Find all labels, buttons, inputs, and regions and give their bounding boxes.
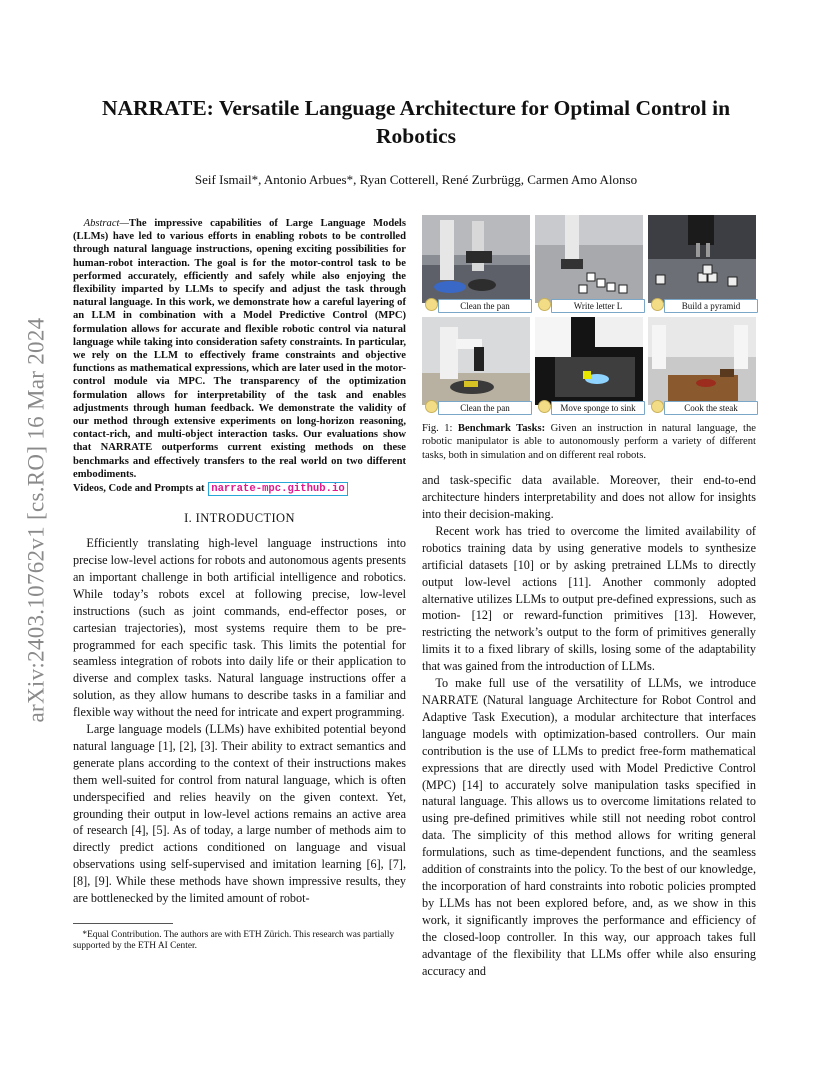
- panel-label: Clean the pan: [438, 299, 532, 313]
- user-avatar-icon: [425, 400, 438, 413]
- arxiv-identifier: arXiv:2403.10762v1 [cs.RO] 16 Mar 2024: [23, 317, 48, 723]
- abstract: [73, 217, 406, 481]
- abstract-text: The impressive capabilities of Large Language Models (LLMs) have led to various efforts in enabling robots to be controlled through natural language instructions, opening exciting possibilities for human-robot interaction. The goal is for the motor-control task to be performed accurately, efficiently and safely while also enjoying the flexibility imparted by LLMs to specify and adjust the task through natural language. In this work, we demonstrate how a careful layering of an LLM in combination with a Model Predictive Control (MPC) formulation allows for accurate and flexible robotic control via natural language while taking into consideration safety constraints. In particular, we rely on the LLM to effectively frame constraints and objective functions as mathematical expressions, which are later used in the motor-control module via MPC. The transparency of the optimization formulation allows for interpretability of the task and enables adjustments through human feedback. We demonstrate the validity of our method through extensive experiments on long-horizon reasoning, contact-rich, and multi-object interaction tasks. Our evaluations show that NARRATE outperforms current existing methods on these benchmarks and effectively transfers to the real world on two different embodiments.: [73, 218, 406, 480]
- right-paragraph-2: To make full use of the versatility of LLMs, we introduce NARRATE (Natural language Architecture for Robot Control and Adaptive Task Execution), a modular architecture that interfaces language models with optimization-based controllers. Our main contribution is the use of LLMs to predict free-form mathematical expressions that are directly used with Model Predictive Control (MPC) [14] to accurately solve manipulation tasks specified in natural language. This allows us to overcome limitations related to using pre-defined primitives while still not needing robot control data. The simplicity of this method allows for writing general formulations, such as time-dependent functions, and the seamless addition of constraints into the policy. To the best of our knowledge, the incorporation of hard constraints into robotic policies prompted by LLMs has not been explored before, and, as we show in this work, it significantly improves the performance and efficiency of the closed-loop controller. In this way, our approach takes full advantage of the flexibility that LLMs offer while also ensuring accuracy and: [422, 676, 756, 978]
- left-column: [73, 217, 406, 952]
- user-avatar-icon: [651, 298, 664, 311]
- abstract-lead: Abstract—: [83, 218, 129, 229]
- figure-panel-photo: [535, 215, 643, 303]
- user-avatar-icon: [538, 400, 551, 413]
- right-column: [422, 215, 756, 979]
- arxiv-sidebar: [16, 260, 56, 780]
- panel-label: Build a pyramid: [664, 299, 758, 313]
- author-list: Seif Ismail*, Antonio Arbues*, Ryan Cotterell, René Zurbrügg, Carmen Amo Alonso: [194, 172, 638, 187]
- figure-panel-photo: [648, 317, 756, 405]
- figure-panel-photo: [422, 215, 530, 303]
- panel-label: Write letter L: [551, 299, 645, 313]
- panel-label: Move sponge to sink: [551, 401, 645, 415]
- right-paragraph-1: Recent work has tried to overcome the limited availability of robotics training data by using generative models to synthesize artificial datasets [10] or by asking pretrained LLMs to directly output low-level actions [11]. Another commonly adopted alternative utilizes LLMs to output pre-defined expressions, such as motion- [12] or reward-function primitives [13]. However, restricting the network’s output to the form of primitives generally limits it to a fixed library of skills, losing some of the adaptability that was gained from the introduction of LLMs.: [422, 523, 756, 674]
- caption-bold: Benchmark Tasks:: [457, 423, 546, 434]
- videos-line: [73, 482, 406, 496]
- user-avatar-icon: [651, 400, 664, 413]
- project-link[interactable]: narrate-mpc.github.io: [211, 483, 345, 496]
- figure-panel-photo: [422, 317, 530, 405]
- intro-paragraph-2: Large language models (LLMs) have exhibited potential beyond natural language [1], [2], [3]. Their ability to extract semantics and generate plans according to the context of their instructions makes them well-suited for control from natural language, which is often underspecified and relies heavily on the given context. Yet, grounding their output in low-level actions remains an active area of research [4], [5]. As of today, a large number of methods aim to directly predict actions conditioned on language and visual observations using self-supervised and imitation learning [6], [7], [8], [9]. While these methods have shown impressive results, they are bottlenecked by the limited amount of robot-: [73, 722, 406, 906]
- footnote: *Equal Contribution. The authors are with ETH Zürich. This research was partially supported by the ETH AI Center.: [73, 930, 395, 952]
- figure-panel-photo: [535, 317, 643, 405]
- figure-caption: Fig. 1: Benchmark Tasks: Given an instruction in natural language, the robotic manipulator is able to autonomously perform a variety of different tasks, both in simulation and on different real robots.: [422, 423, 756, 461]
- right-paragraph-continued: and task-specific data available. Moreover, their end-to-end architecture hinders interpretability and does not allow for insights into their decision-making.: [422, 473, 756, 522]
- footnote-rule: [73, 923, 173, 924]
- user-avatar-icon: [425, 298, 438, 311]
- intro-paragraph-1: Efficiently translating high-level language instructions into precise low-level actions for robots and autonomous agents presents an important challenge in both artificial intelligence and robotics. While today’s robots excel at following precise, low-level instructions (such as joint commands, end-effector poses, or cartesian trajectories), most systems require them to be pre-programmed for each specific task. This limits the potential for seamless integration of robots into daily life or their application to diverse and complex tasks. Natural language instructions offer a solution, as they allow humans to describe tasks in a familiar and flexible way without the need for intricate and expert programming.: [73, 536, 406, 720]
- user-avatar-icon: [538, 298, 551, 311]
- figure-benchmark-tasks: [422, 215, 756, 415]
- videos-label: Videos, Code and Prompts at: [73, 483, 205, 495]
- panel-label: Clean the pan: [438, 401, 532, 415]
- panel-label: Cook the steak: [664, 401, 758, 415]
- figure-panel-photo: [648, 215, 756, 303]
- section-heading-introduction: I. INTRODUCTION: [184, 511, 295, 526]
- paper-title: NARRATE: Versatile Language Architecture for Optimal Control in Robotics: [101, 96, 731, 148]
